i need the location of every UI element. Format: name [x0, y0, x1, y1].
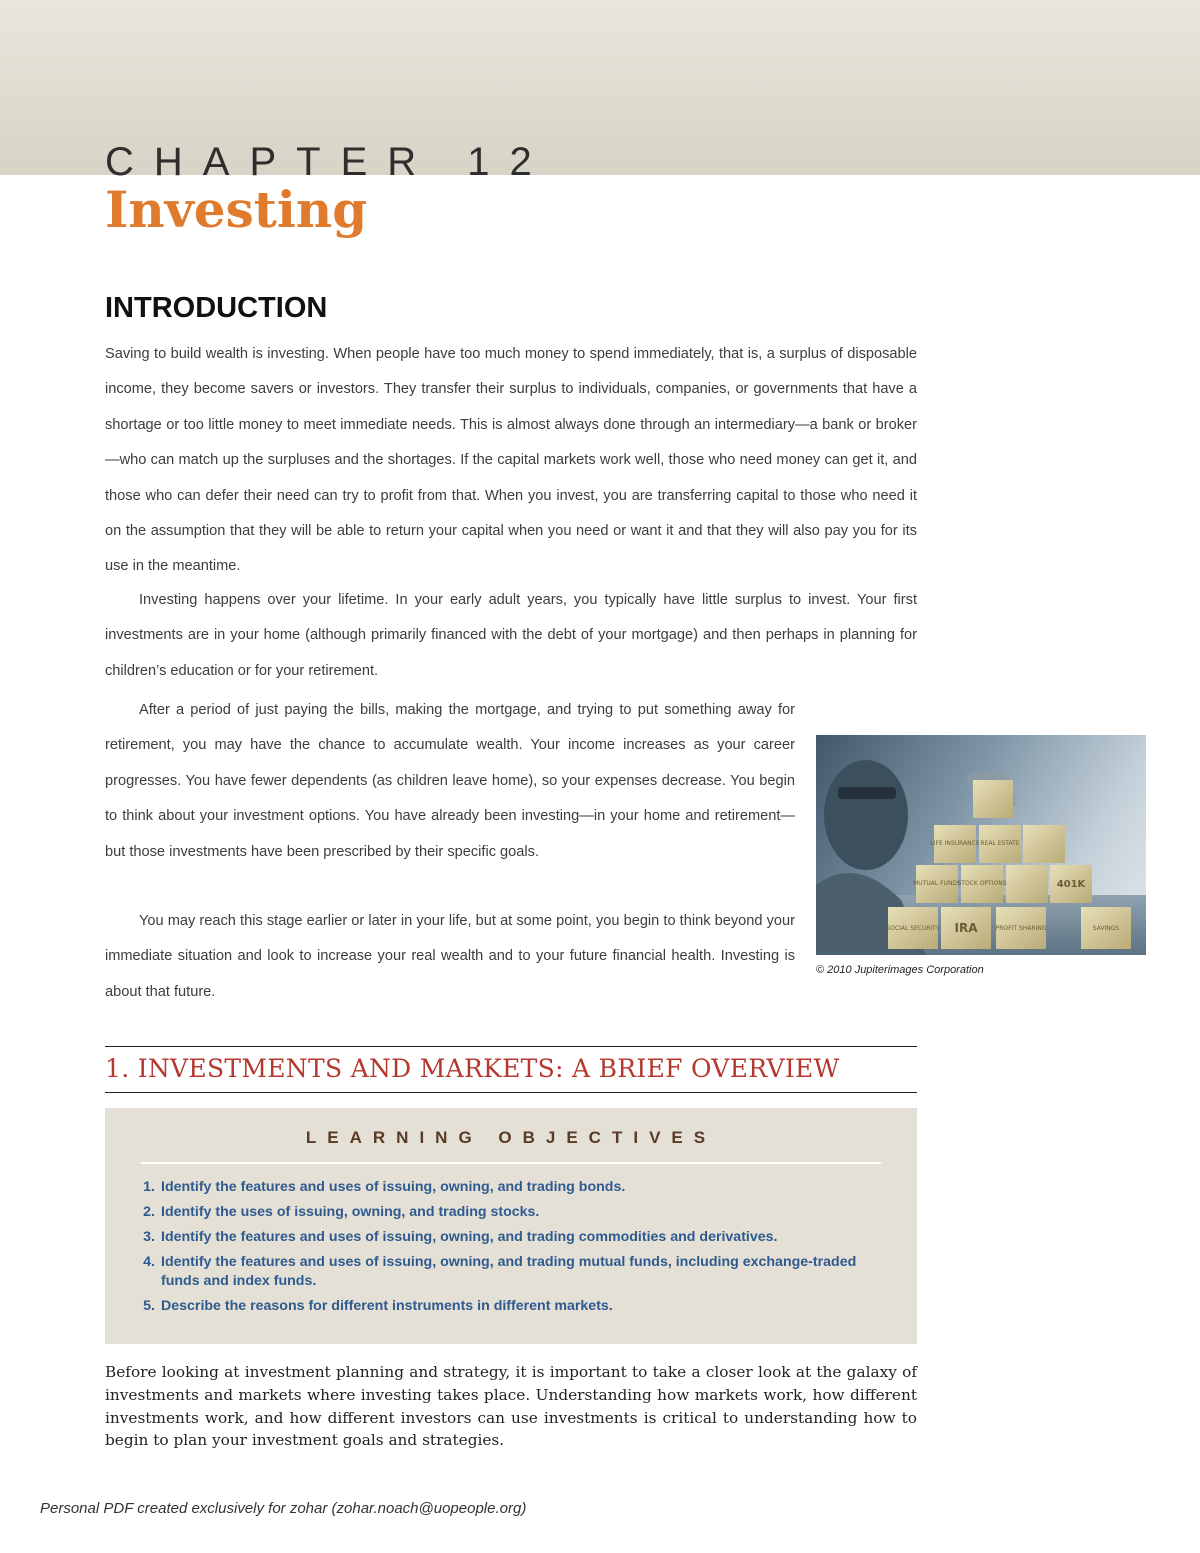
list-item: [131, 1178, 871, 1197]
photo-illustration: [816, 735, 1146, 955]
list-item: [131, 1203, 871, 1222]
list-item-text: Identify the features and uses of issuing, owning, and trading commodities and derivatives.: [161, 1229, 778, 1245]
block-6: [1006, 865, 1048, 903]
list-item-number: 3.: [143, 1229, 155, 1245]
list-item-number: 2.: [143, 1204, 155, 1220]
block-label: 401K: [1056, 879, 1086, 890]
block-label: IRA: [954, 921, 978, 935]
learning-objectives-box: [105, 1108, 917, 1344]
list-item-text: Identify the features and uses of issuing, owning, and trading bonds.: [161, 1179, 626, 1195]
intro-paragraph-4: You may reach this stage earlier or later in your life, but at some point, you begin to think beyond your immediate situation and look to increase your real wealth and to your future financial health. Investing is about that future.: [105, 913, 795, 1000]
person-head: [824, 760, 908, 870]
list-item-text: Identify the uses of issuing, owning, and trading stocks.: [161, 1204, 540, 1220]
block-3: [1023, 825, 1065, 863]
section-rule-top: [105, 1046, 917, 1047]
list-item: [131, 1253, 871, 1291]
block-pyramid: [888, 780, 1131, 949]
block-label: STOCK OPTIONS: [957, 880, 1007, 887]
list-item-number: 5.: [143, 1298, 155, 1314]
intro-paragraph-1: Saving to build wealth is investing. When people have too much money to spend immediately, that is, a surplus of disposable income, they become savers or investors. They transfer their surplus to individuals, companies, or governments that have a shortage or too little money to meet immediate needs. This is almost always done through an intermediary—a bank or broker—who can match up the surpluses and the shortages. If the capital markets work well, those who need money can get it, and those who can defer their need can try to profit from that. When you invest, you are transferring capital to those who need it on the assumption that they will be able to return your capital when you need or want it and that they will also pay you for its use in the meantime.: [105, 346, 917, 575]
block-label: REAL ESTATE: [980, 840, 1020, 847]
block-dollar: [973, 780, 1013, 818]
list-item-text: Identify the features and uses of issuing, owning, and trading mutual funds, including exchange-traded funds and index funds.: [161, 1254, 857, 1289]
block-label: SAVINGS: [1092, 925, 1120, 932]
learning-objectives-list: [131, 1178, 871, 1322]
list-item-number: 1.: [143, 1179, 155, 1195]
block-label: SOCIAL SECURITY: [886, 925, 940, 932]
intro-paragraph-3: After a period of just paying the bills, making the mortgage, and trying to put something away for retirement, you may have the chance to accumulate wealth. Your income increases as your career progresses. You have fewer dependents (as children leave home), so your expenses decrease. You begin to think about your investment options. You have already been investing—in your home and retirement—but those investments have been prescribed by their specific goals.: [105, 702, 795, 860]
photo-caption: © 2010 Jupiterimages Corporation: [816, 964, 984, 976]
list-item: [131, 1297, 871, 1316]
learning-objectives-divider: [141, 1162, 881, 1164]
person-glasses: [838, 787, 896, 799]
chapter-title: Investing: [105, 180, 368, 239]
list-item: [131, 1228, 871, 1247]
intro-paragraph-2: Investing happens over your lifetime. In your early adult years, you typically have little surplus to invest. Your first investments are in your home (although primarily financed with the debt of your mortgage) and then perhaps in planning for children’s education or for your retirement.: [105, 592, 917, 679]
list-item-number: 4.: [143, 1254, 155, 1270]
investment-blocks-photo: [816, 735, 1146, 955]
footer-note: Personal PDF created exclusively for zohar (zohar.noach@uopeople.org): [40, 1500, 527, 1517]
section-heading: 1. INVESTMENTS AND MARKETS: A BRIEF OVERVIEW: [105, 1054, 840, 1083]
block-label: PROFIT SHARING: [995, 925, 1047, 932]
introduction-heading: INTRODUCTION: [105, 292, 328, 324]
chapter-label: CHAPTER 12: [105, 140, 552, 184]
section-rule-bottom: [105, 1092, 917, 1093]
learning-objectives-title: LEARNING OBJECTIVES: [305, 1128, 717, 1147]
block-label: MUTUAL FUNDS: [913, 880, 961, 887]
list-item-text: Describe the reasons for different instruments in different markets.: [161, 1298, 613, 1314]
block-label: LIFE INSURANCE: [930, 840, 980, 847]
closing-paragraph: Before looking at investment planning and strategy, it is important to take a closer look at the galaxy of investments and markets where investing takes place. Understanding how markets work, how different investments work, and how different investors can use investments is critical to understanding how to begin to plan your investment goals and strategies.: [105, 1363, 917, 1450]
